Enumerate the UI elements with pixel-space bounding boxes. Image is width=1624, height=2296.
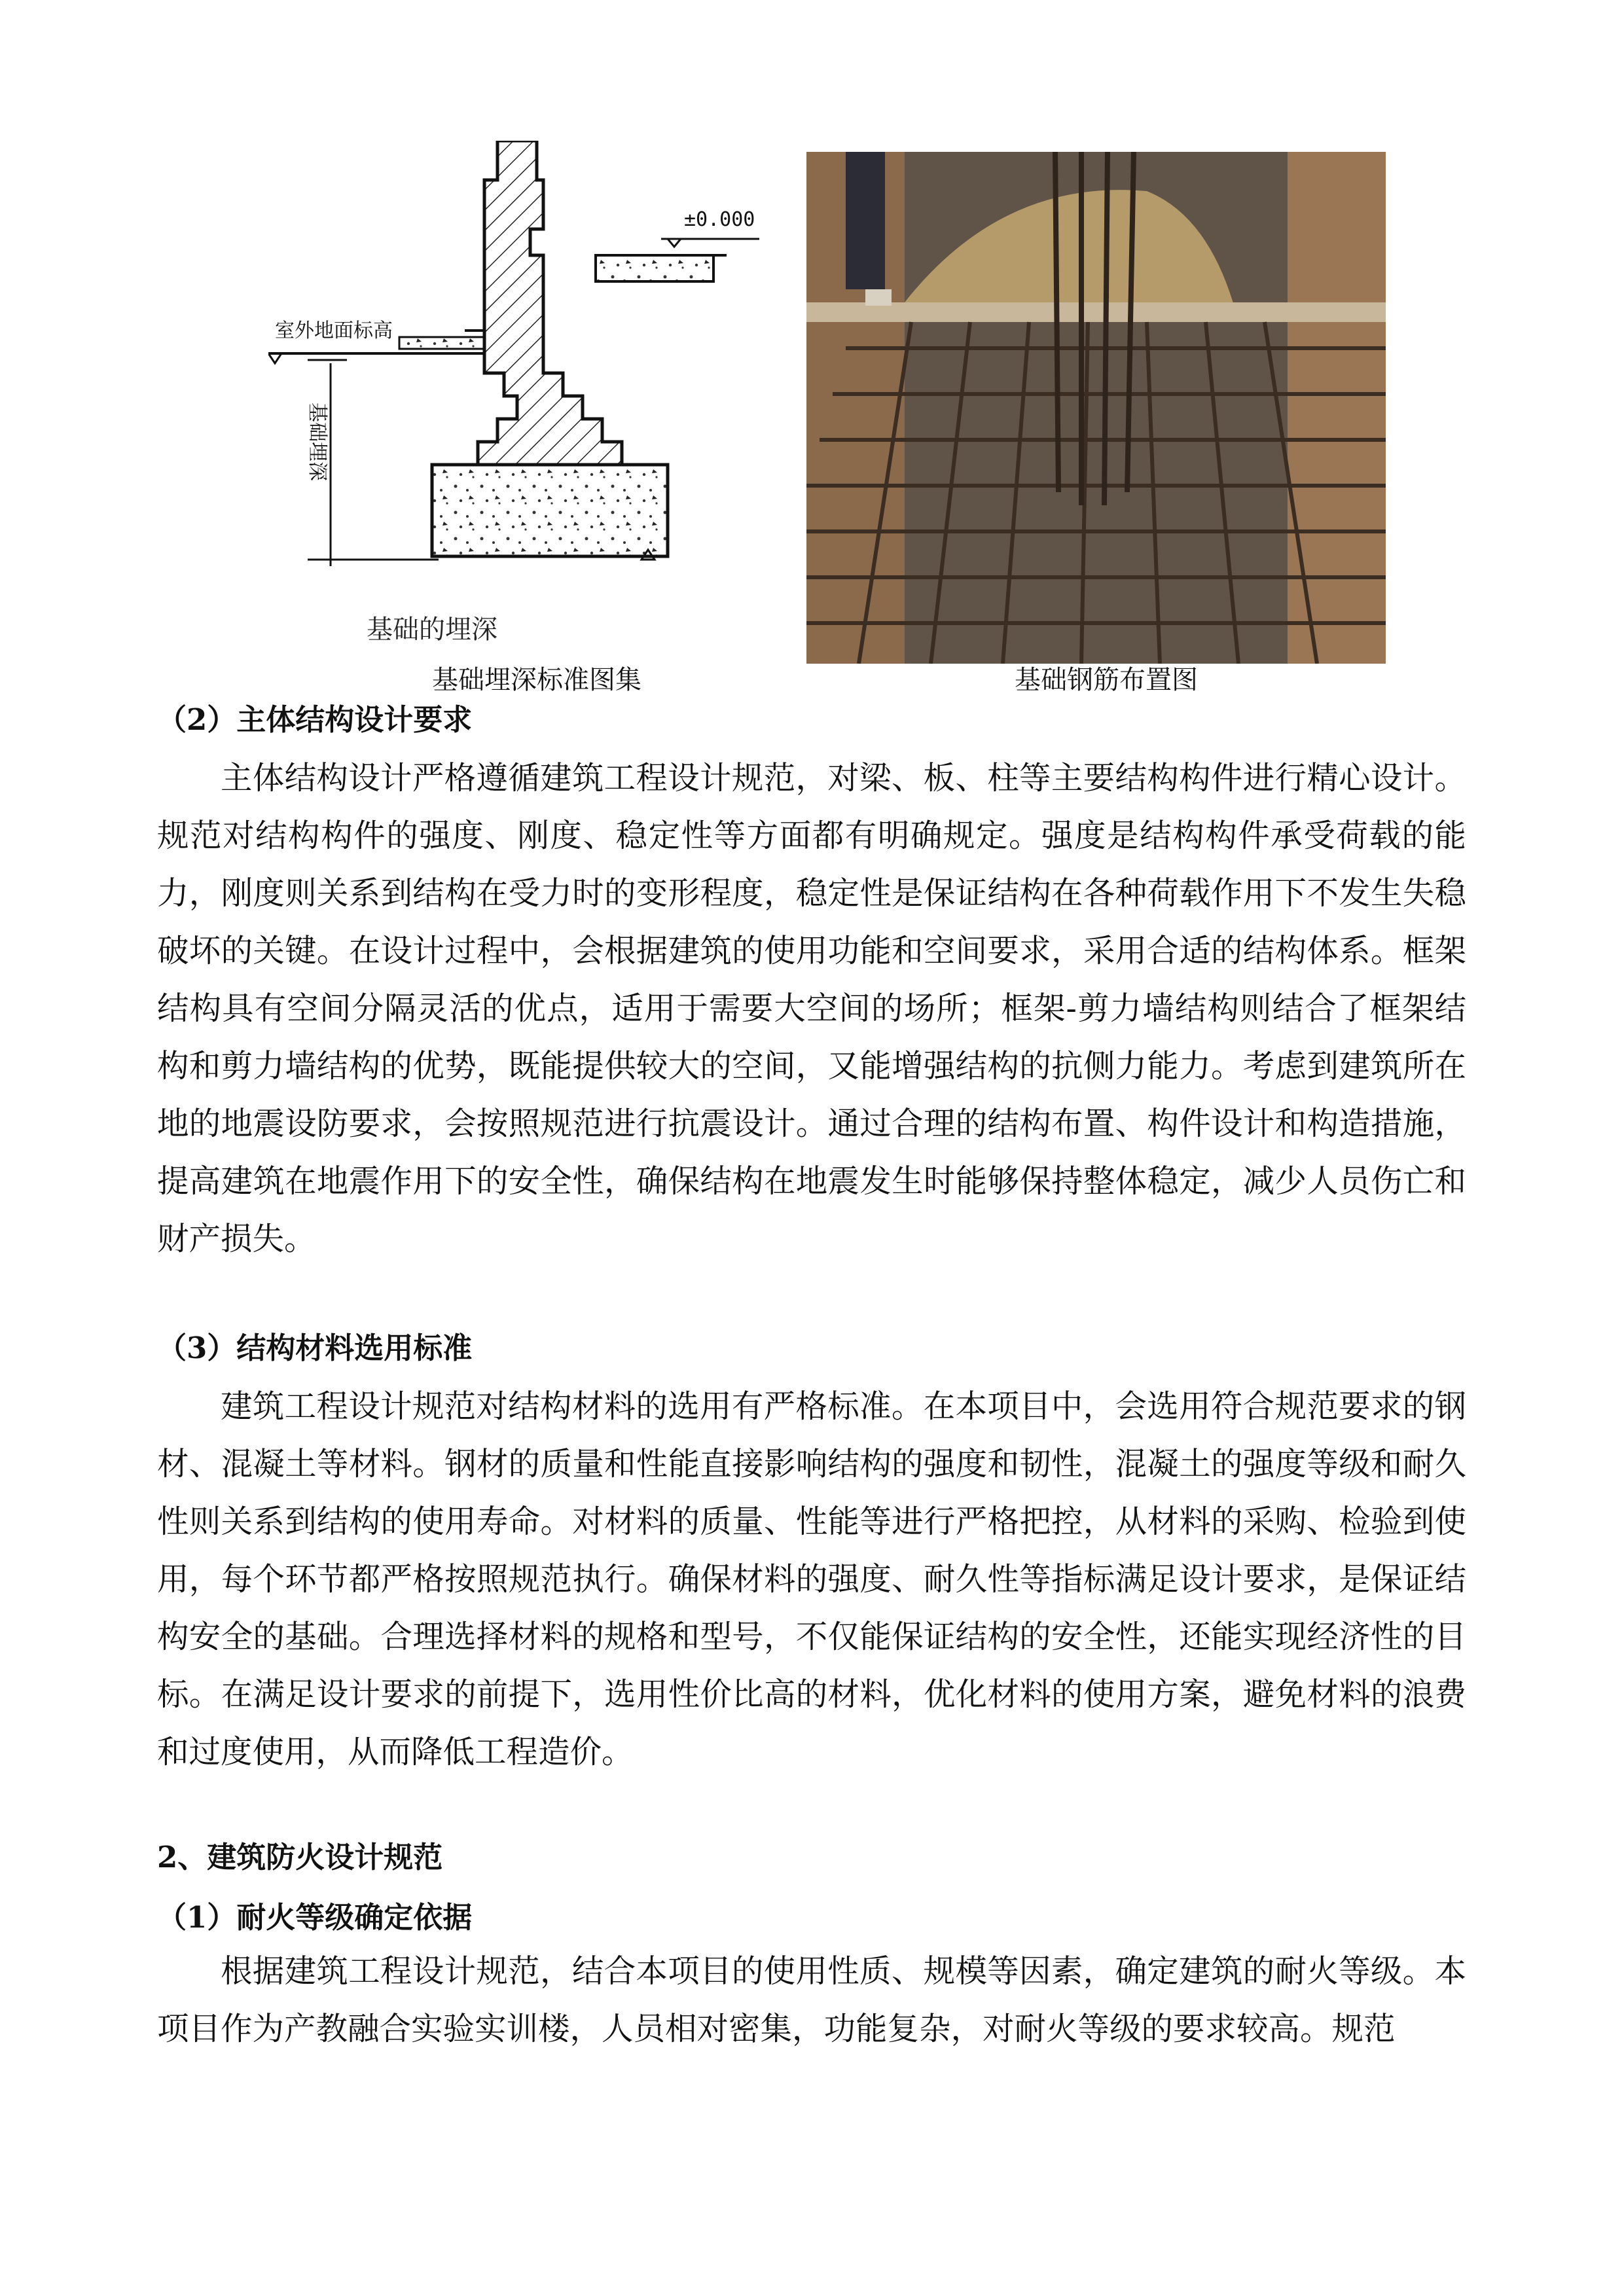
figure-caption-rebar-layout: 基础钢筋布置图 — [1015, 665, 1198, 695]
figure-caption-foundation-depth: 基础埋深标准图集 — [432, 665, 641, 695]
paragraph-main-structure: 主体结构设计严格遵循建筑工程设计规范，对梁、板、柱等主要结构构件进行精心设计。规范对结构构件的强度、刚度、稳定性等方面都有明确规定。强度是结构构件承受荷载的能力，刚度则关系到结构在受力时的变形程度，稳定性是保证结构在各种荷载作用下不发生失稳破坏的关键。在设计过程中，会根据建筑的使用功能和空间要求，采用合适的结构体系。框架结构具有空间分隔灵活的优点，适用于需要大空间的场所；框架-剪力墙结构则结合了框架结构和剪力墙结构的优势，既能提供较大的空间，又能增强结构的抗侧力能力。考虑到建筑所在地的地震设防要求，会按照规范进行抗震设计。通过合理的结构布置、构件设计和构造措施，提高建筑在地震作用下的安全性，确保结构在地震发生时能够保持整体稳定，减少人员伤亡和财产损失。 — [157, 760, 1466, 1257]
chapter-heading-fire-protection: 2、建筑防火设计规范 — [157, 1840, 443, 1874]
section-heading-structural-materials: （3）结构材料选用标准 — [157, 1331, 473, 1365]
paragraph-fire-rating: 根据建筑工程设计规范，结合本项目的使用性质、规模等因素，确定建筑的耐火等级。本项目作为产教融合实验实训楼，人员相对密集，功能复杂，对耐火等级的要求较高。规范 — [157, 1953, 1466, 2047]
foundation-depth-drawing — [268, 141, 779, 664]
rebar-layout-photo — [806, 152, 1386, 664]
outdoor-level-label: 室外地面标高 — [275, 319, 393, 342]
elevation-label: ±0.000 — [684, 208, 755, 231]
depth-dimension-label: 基础埋深 — [306, 403, 329, 481]
section-heading-fire-rating: （1）耐火等级确定依据 — [157, 1900, 473, 1935]
drawing-title: 基础的埋深 — [367, 615, 497, 645]
paragraph-structural-materials: 建筑工程设计规范对结构材料的选用有严格标准。在本项目中，会选用符合规范要求的钢材、混凝土等材料。钢材的质量和性能直接影响结构的强度和韧性，混凝土的强度等级和耐久性则关系到结构的使用寿命。对材料的质量、性能等进行严格把控，从材料的采购、检验到使用，每个环节都严格按照规范执行。确保材料的强度、耐久性等指标满足设计要求，是保证结构安全的基础。合理选择材料的规格和型号，不仅能保证结构的安全性，还能实现经济性的目标。在满足设计要求的前提下，选用性价比高的材料，优化材料的使用方案，避免材料的浪费和过度使用，从而降低工程造价。 — [157, 1388, 1466, 1770]
section-heading-main-structure: （2）主体结构设计要求 — [157, 702, 473, 737]
